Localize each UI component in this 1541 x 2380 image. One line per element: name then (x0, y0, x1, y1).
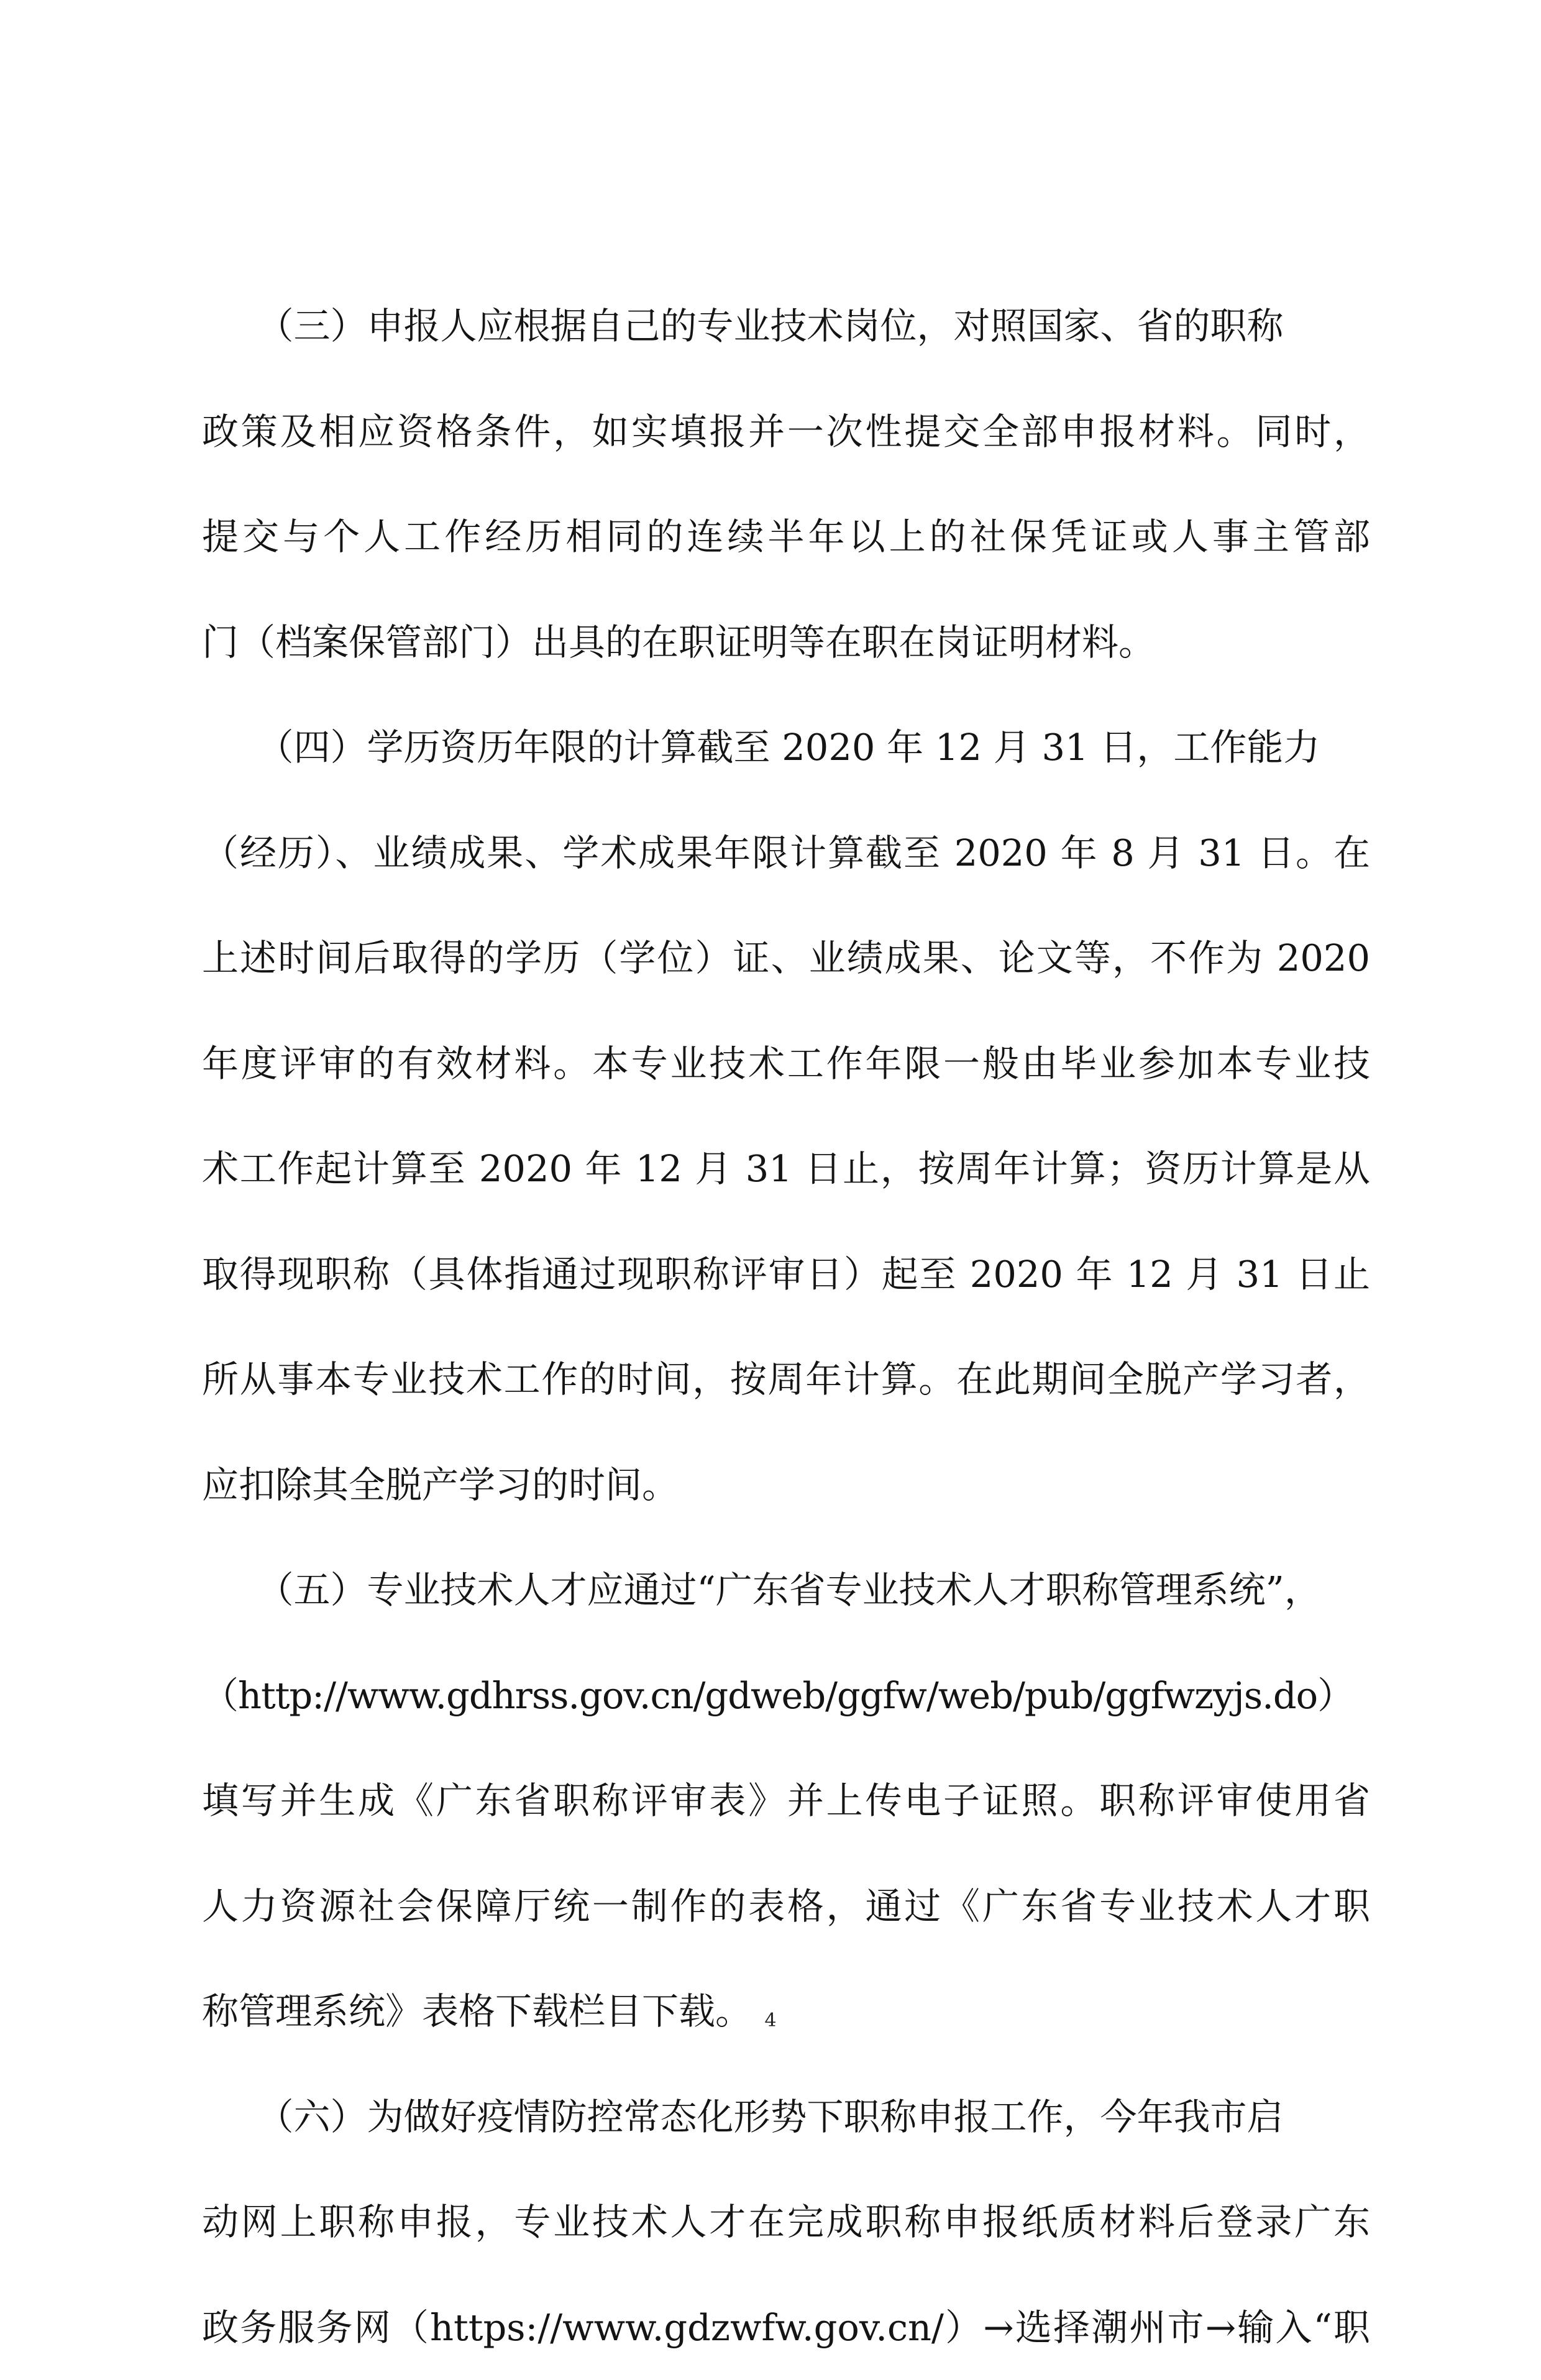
text-line-10: 取得现职称（具体指通过现职称评审日）起至 2020 年 12 月 31 日止 (202, 1222, 1370, 1327)
text-line-8: 年度评审的有效材料。本专业技术工作年限一般由毕业参加本专业技 (202, 1011, 1370, 1117)
text-line-13: （五）专业技术人才应通过“广东省专业技术人才职称管理系统”， (202, 1537, 1370, 1643)
text-line-7: 上述时间后取得的学历（学位）证、业绩成果、论文等，不作为 2020 (202, 905, 1370, 1011)
text-line-12: 应扣除其全脱产学习的时间。 (202, 1432, 1370, 1538)
text-line-19: 动网上职称申报，专业技术人才在完成职称申报纸质材料后登录广东 (202, 2169, 1370, 2275)
text-line-6: （经历）、业绩成果、学术成果年限计算截至 2020 年 8 月 31 日。在 (202, 800, 1370, 906)
text-line-9: 术工作起计算至 2020 年 12 月 31 日止，按周年计算；资历计算是从 (202, 1116, 1370, 1222)
body-text (202, 273, 1370, 2380)
text-line-11: 所从事本专业技术工作的时间，按周年计算。在此期间全脱产学习者， (202, 1327, 1370, 1432)
text-line-5: （四）学历资历年限的计算截至 2020 年 12 月 31 日，工作能力 (202, 695, 1370, 800)
text-line-16: 人力资源社会保障厅统一制作的表格，通过《广东省专业技术人才职 (202, 1854, 1370, 1959)
text-line-1: （三）申报人应根据自己的专业技术岗位，对照国家、省的职称 (202, 273, 1370, 379)
url-line: （http://www.gdhrss.gov.cn/gdweb/ggfw/web/pub/ggfwzyjs.do） (202, 1643, 1370, 1749)
text-line-18: （六）为做好疫情防控常态化形势下职称申报工作，今年我市启 (202, 2064, 1370, 2170)
text-line-17: 称管理系统》表格下载栏目下载。 (202, 1959, 1370, 2064)
page-number: 4 (0, 2008, 1541, 2033)
text-line-20: 政务服务网（https://www.gdzwfw.gov.cn/）→选择潮州市→输入“职 (202, 2275, 1370, 2380)
text-line-2: 政策及相应资格条件，如实填报并一次性提交全部申报材料。同时， (202, 379, 1370, 485)
text-line-4: 门（档案保管部门）出具的在职证明等在职在岗证明材料。 (202, 590, 1370, 695)
text-line-3: 提交与个人工作经历相同的连续半年以上的社保凭证或人事主管部 (202, 484, 1370, 590)
text-line-15: 填写并生成《广东省职称评审表》并上传电子证照。职称评审使用省 (202, 1748, 1370, 1854)
